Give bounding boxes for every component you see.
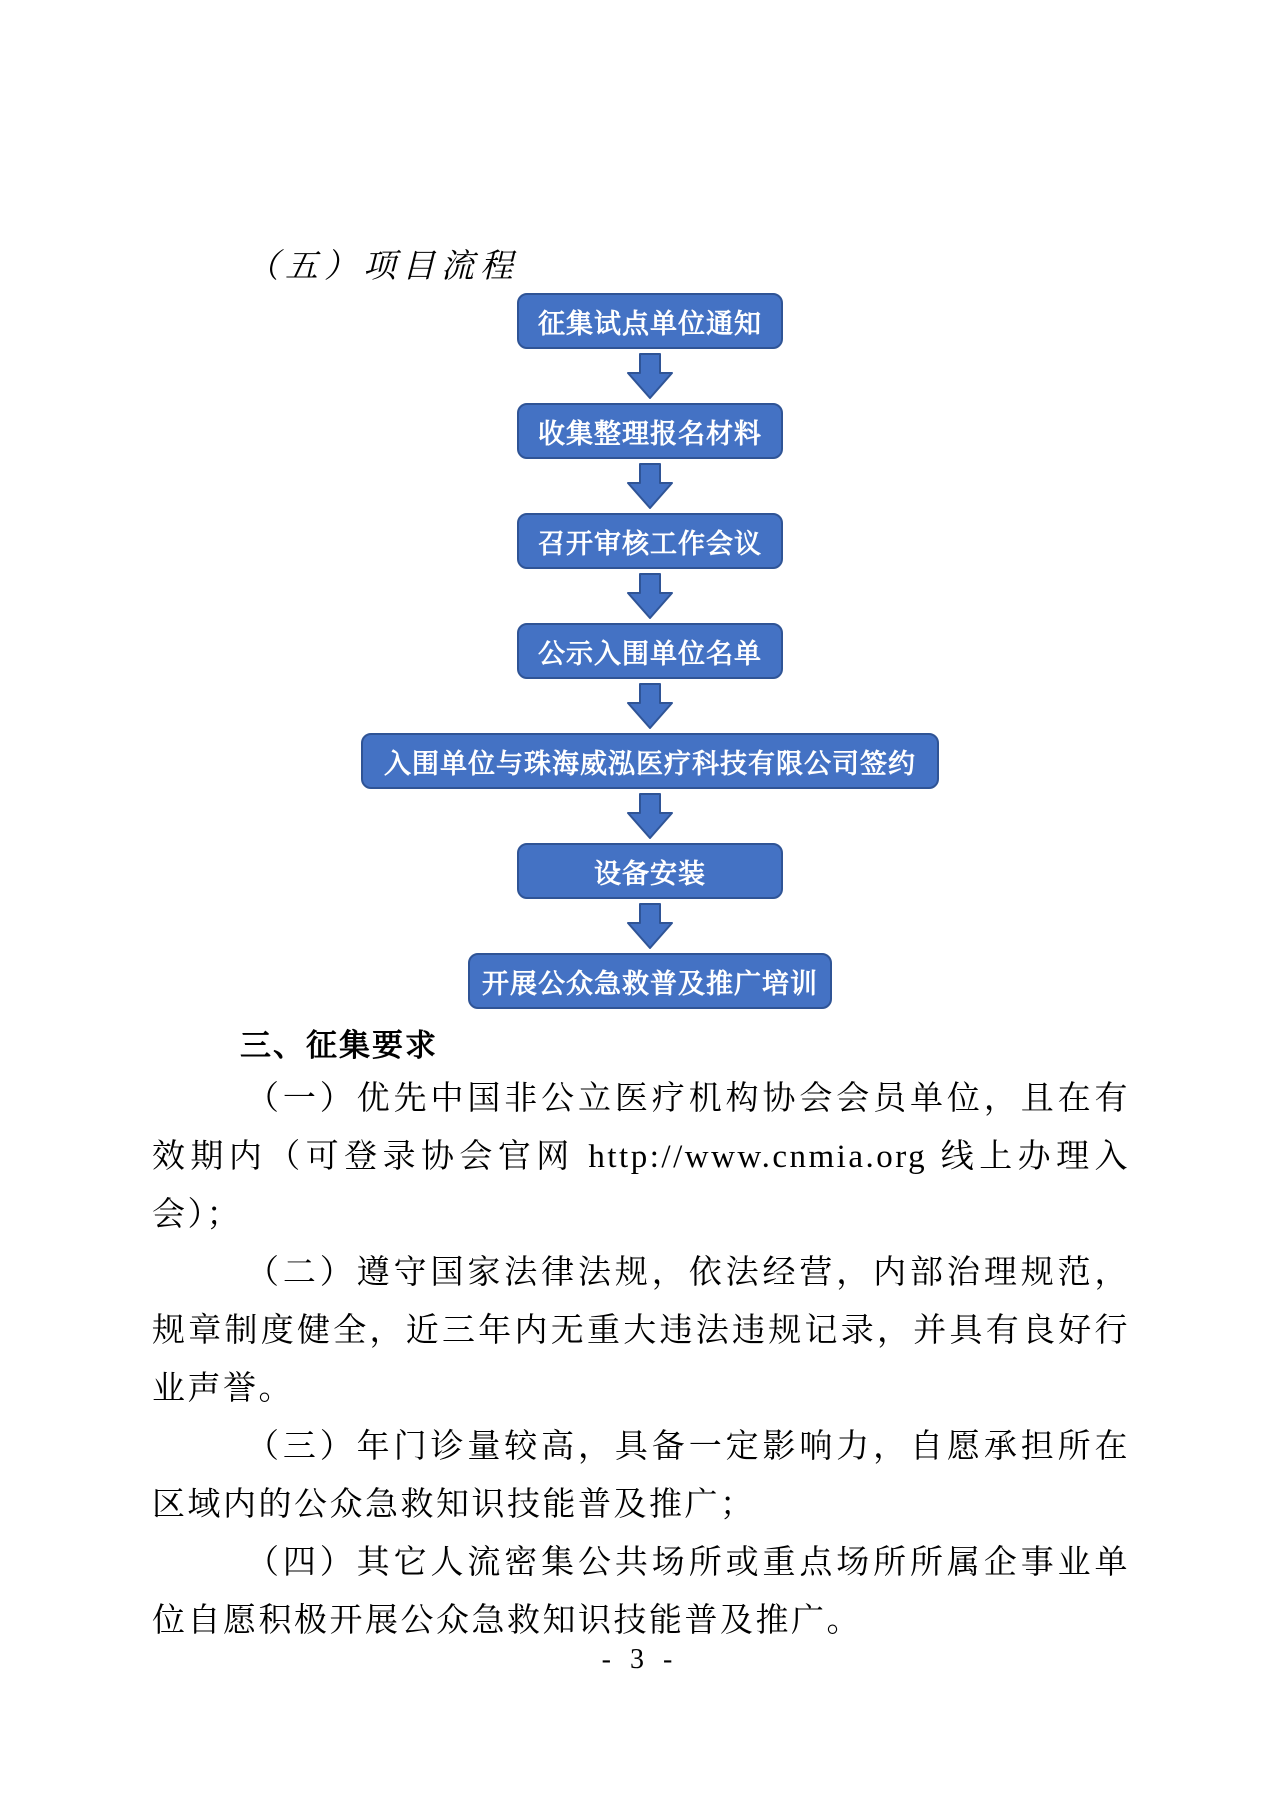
flow-step-training: 开展公众急救普及推广培训 — [468, 953, 832, 1009]
down-arrow-icon — [621, 463, 679, 509]
flow-step-gather-materials: 收集整理报名材料 — [517, 403, 783, 459]
project-flowchart — [10, 293, 1280, 1009]
down-arrow-icon — [621, 793, 679, 839]
requirement-item-3: （三）年门诊量较高，具备一定影响力，自愿承担所在区域内的公众急救知识技能普及推广； — [152, 1429, 1130, 1523]
flow-step-sign-contract: 入围单位与珠海威泓医疗科技有限公司签约 — [361, 733, 939, 789]
section-heading-project-process: （五）项目流程 — [246, 246, 519, 285]
flow-step-collect-notice: 征集试点单位通知 — [517, 293, 783, 349]
down-arrow-icon — [621, 683, 679, 729]
requirement-item-2: （二）遵守国家法律法规，依法经营，内部治理规范，规章制度健全，近三年内无重大违法违规记录，并具有良好行业声誉。 — [152, 1255, 1130, 1407]
requirements-paragraphs — [152, 1070, 1130, 1650]
flow-step-publish-list: 公示入围单位名单 — [517, 623, 783, 679]
requirement-item-1: （一）优先中国非公立医疗机构协会会员单位，且在有效期内（可登录协会官网 http://www.cnmia.org 线上办理入会）； — [152, 1081, 1130, 1233]
flow-step-review-meeting: 召开审核工作会议 — [517, 513, 783, 569]
requirement-item-4: （四）其它人流密集公共场所或重点场所所属企事业单位自愿积极开展公众急救知识技能普及推广。 — [152, 1545, 1130, 1639]
section-heading-requirements: 三、征集要求 — [240, 1028, 438, 1063]
down-arrow-icon — [621, 903, 679, 949]
flow-step-install-equipment: 设备安装 — [517, 843, 783, 899]
down-arrow-icon — [621, 573, 679, 619]
page-number: - 3 - — [601, 1644, 679, 1675]
down-arrow-icon — [621, 353, 679, 399]
